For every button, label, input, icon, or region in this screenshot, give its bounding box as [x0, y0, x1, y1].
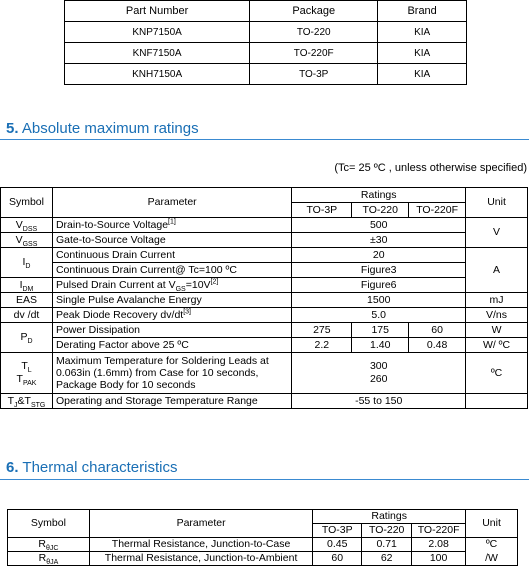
unit-cell: [466, 394, 528, 409]
table-row: [1, 394, 528, 409]
symbol-cell: $R_{\theta JA}$: [8, 552, 90, 566]
symbol-cell: $I_D$: [1, 248, 53, 278]
unit-cell: mJ: [466, 293, 528, 308]
section-6-divider: [0, 479, 529, 480]
value-cell: 2.2: [292, 338, 352, 353]
unit-cell: W/ ºC: [466, 338, 528, 353]
value-cell: 60: [409, 323, 466, 338]
brand-cell: KIA: [378, 64, 467, 85]
package-cell: TO-220: [250, 22, 378, 43]
value-cell: 0.71: [362, 538, 412, 552]
condition-note: (Tc= 25 ºC , unless otherwise specified): [334, 162, 527, 174]
symbol-cell: dv /dt: [1, 308, 53, 323]
package-cell: TO-3P: [250, 64, 378, 85]
col-header-part-number: Part Number: [65, 1, 250, 22]
table-row: [1, 353, 528, 394]
table-row: [8, 538, 518, 552]
table-row: [1, 308, 528, 323]
col-header-to220: TO-220: [362, 524, 412, 538]
col-header-to3p: TO-3P: [313, 524, 362, 538]
symbol-cell: $T_L$ $T_{PAK}$: [1, 353, 53, 394]
col-header-unit: Unit: [466, 188, 528, 218]
brand-cell: KIA: [378, 43, 467, 64]
table-header-row: [1, 188, 528, 203]
col-header-symbol: Symbol: [1, 188, 53, 218]
absolute-ratings-table: [0, 187, 528, 409]
table-header-row: [8, 510, 518, 524]
parameter-cell: Operating and Storage Temperature Range: [52, 394, 291, 409]
table-row: [1, 293, 528, 308]
col-header-ratings: Ratings: [292, 188, 466, 203]
section-5-title: Absolute maximum ratings: [21, 120, 199, 137]
parameter-cell: Gate-to-Source Voltage: [52, 233, 291, 248]
value-cell: Figure3: [292, 263, 466, 278]
symbol-cell: $T_J\&T_{STG}$: [1, 394, 53, 409]
col-header-to220f: TO-220F: [409, 203, 466, 218]
unit-cell: W: [466, 323, 528, 338]
part-number-cell: KNF7150A: [65, 43, 250, 64]
table-row: [1, 248, 528, 263]
part-number-table: [64, 0, 467, 85]
col-header-ratings: Ratings: [313, 510, 466, 524]
col-header-to220f: TO-220F: [412, 524, 466, 538]
value-cell: Figure6: [292, 278, 466, 293]
symbol-cell: $P_D$: [1, 323, 53, 353]
section-6-number: 6.: [6, 459, 19, 476]
section-6-heading: [6, 459, 177, 476]
table-row: [1, 323, 528, 338]
parameter-cell: Thermal Resistance, Junction-to-Case: [89, 538, 312, 552]
col-header-unit: Unit: [466, 510, 518, 538]
parameter-cell: Pulsed Drain Current at $V_{GS}=10V[2]$: [52, 278, 291, 293]
parameter-cell: Continuous Drain Current@ Tc=100 ºC: [52, 263, 291, 278]
package-cell: TO-220F: [250, 43, 378, 64]
part-number-cell: KNH7150A: [65, 64, 250, 85]
table-row: [1, 233, 528, 248]
value-cell: 2.08: [412, 538, 466, 552]
table-row: [1, 218, 528, 233]
unit-cell: V: [466, 218, 528, 248]
symbol-cell: $V_{DSS}$: [1, 218, 53, 233]
value-cell: 100: [412, 552, 466, 566]
part-table-header: [65, 1, 467, 22]
value-cell: 1.40: [352, 338, 409, 353]
col-header-brand: Brand: [378, 1, 467, 22]
value-cell: 175: [352, 323, 409, 338]
col-header-package: Package: [250, 1, 378, 22]
value-cell: 300 260: [292, 353, 466, 394]
symbol-cell: $R_{\theta JC}$: [8, 538, 90, 552]
col-header-parameter: Parameter: [89, 510, 312, 538]
table-row: [1, 338, 528, 353]
section-6-title: Thermal characteristics: [22, 459, 178, 476]
value-cell: 62: [362, 552, 412, 566]
parameter-cell: Derating Factor above 25 ºC: [52, 338, 291, 353]
parameter-cell: Maximum Temperature for Soldering Leads at 0.063in (1.6mm) from Case for 10 seconds, Package Body for 10 seconds: [52, 353, 291, 394]
parameter-cell: Continuous Drain Current: [52, 248, 291, 263]
unit-cell: /W: [466, 552, 518, 566]
value-cell: ±30: [292, 233, 466, 248]
value-cell: 20: [292, 248, 466, 263]
parameter-cell: Single Pulse Avalanche Energy: [52, 293, 291, 308]
table-row: [65, 43, 467, 64]
symbol-cell: $I_{DM}$: [1, 278, 53, 293]
col-header-parameter: Parameter: [52, 188, 291, 218]
value-cell: 60: [313, 552, 362, 566]
table-row: [1, 278, 528, 293]
col-header-to220: TO-220: [352, 203, 409, 218]
table-row: [65, 22, 467, 43]
table-row: [65, 64, 467, 85]
unit-cell: V/ns: [466, 308, 528, 323]
section-5-divider: [0, 139, 529, 140]
parameter-cell: Peak Diode Recovery dv/dt[3]: [52, 308, 291, 323]
symbol-cell: $V_{GSS}$: [1, 233, 53, 248]
value-cell: 5.0: [292, 308, 466, 323]
parameter-cell: Drain-to-Source Voltage[1]: [52, 218, 291, 233]
value-cell: 500: [292, 218, 466, 233]
col-header-to3p: TO-3P: [292, 203, 352, 218]
part-number-cell: KNP7150A: [65, 22, 250, 43]
unit-cell: ºC: [466, 538, 518, 552]
thermal-table: [7, 509, 518, 566]
section-5-heading: [6, 120, 199, 137]
table-row: [8, 552, 518, 566]
parameter-cell: Thermal Resistance, Junction-to-Ambient: [89, 552, 312, 566]
brand-cell: KIA: [378, 22, 467, 43]
value-cell: 0.45: [313, 538, 362, 552]
symbol-cell: EAS: [1, 293, 53, 308]
value-cell: -55 to 150: [292, 394, 466, 409]
value-cell: 0.48: [409, 338, 466, 353]
value-cell: 275: [292, 323, 352, 338]
col-header-symbol: Symbol: [8, 510, 90, 538]
section-5-number: 5.: [6, 120, 19, 137]
table-row: [1, 263, 528, 278]
value-cell: 1500: [292, 293, 466, 308]
unit-cell: A: [466, 248, 528, 293]
unit-cell: ºC: [466, 353, 528, 394]
parameter-cell: Power Dissipation: [52, 323, 291, 338]
